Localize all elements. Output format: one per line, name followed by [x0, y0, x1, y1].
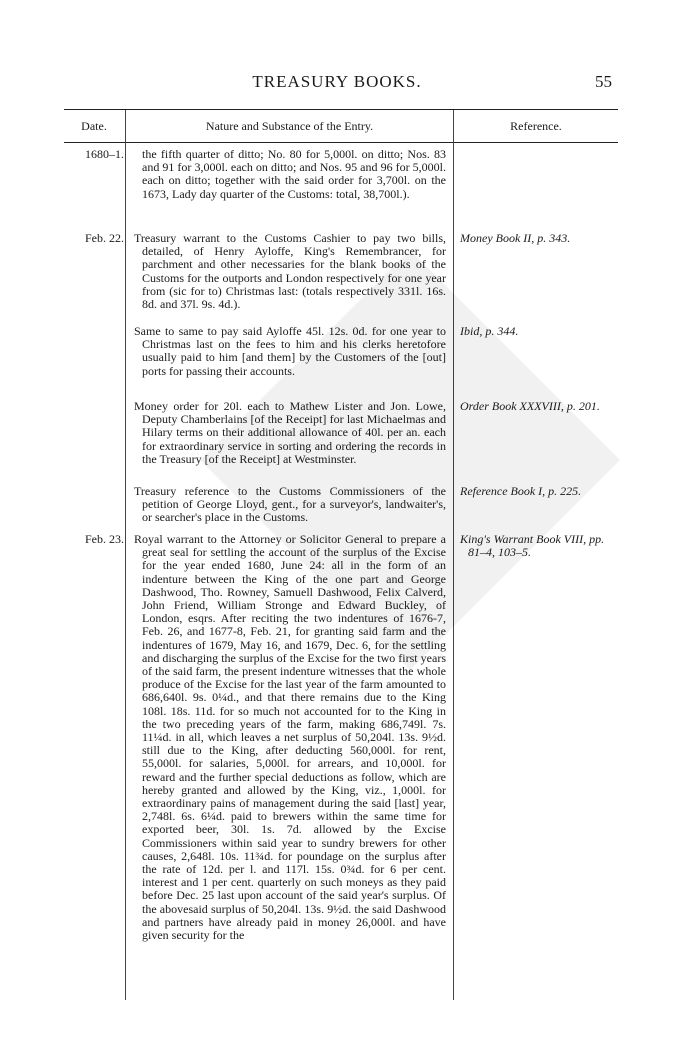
column-divider-right	[453, 110, 454, 1000]
entry-date: Feb. 23.	[85, 532, 124, 546]
entry-text: Money order for 20l. each to Mathew Lister and Jon. Lowe, Deputy Chamberlains [of the Receipt] for last Michaelmas and Hilary terms on their additional allowance of 40l. per an. each for extraordinary service in sorting and ordering the records in the Treasury [of the Receipt] at Westminster.	[134, 399, 446, 466]
entry-reference: Ibid, p. 344.	[460, 324, 519, 338]
entry-reference: Order Book XXXVIII, p. 201.	[460, 399, 600, 413]
column-header-date: Date.	[81, 119, 107, 133]
entry-text: Treasury warrant to the Customs Cashier to pay two bills, detailed, of Henry Ayloffe, King's Remembrancer, for parchment and other necessaries for the blank books of the Customs for the outports and London respectively for one year from (sic for to) Christmas last: (totals respectively 331l. 16s. 8d. and 37l. 9s. 4d.).	[134, 231, 446, 312]
column-divider-left	[125, 110, 126, 1000]
column-header-nature: Nature and Substance of the Entry.	[205, 119, 374, 133]
entry-text: Same to same to pay said Ayloffe 45l. 12s. 0d. for one year to Christmas last on the fees to him and his clerks heretofore usually paid to him [and them] by the Customers of the [out] ports for passing their accounts.	[134, 324, 446, 378]
entry-text: Royal warrant to the Attorney or Solicitor General to prepare a great seal for settling the account of the surplus of the Excise for the year ended 1680, June 24: all in the form of an indenture between the King of the one part and George Dashwood, Tho. Rowney, Samuell Dashwood, Felix Calverd, John Friend, William Stronge and Edward Buckley, of London, esqrs. After reciting the two indentures of 1676-7, Feb. 26, and 1677-8, Feb. 21, for granting said farm and the indentures of 1679, May 16, and 1679, Dec. 6, for the settling and discharging the surplus of the Excise for the two first years of the said farm, the present indenture witnesses that the whole produce of the Excise for the last year of the farm amounted to 686,640l. 9s. 0¼d., and that there remains due to the King 108l. 18s. 11d. for so much not accounted for to the King in the two preceding years of the farm, making 686,749l. 7s. 11¼d. in all, which leaves a net surplus of 50,204l. 13s. 9½d. still due to the King, after deducting 560,000l. for rent, 55,000l. for salaries, 5,000l. for arrears, and 10,000l. for reward and the further special deductions as follow, which are hereby granted and allowed by the King, viz., 1,000l. for extraordinary pains of management during the said [last] year, 2,748l. 6s. 6¼d. paid to brewers within the same time for exported beer, 30l. 1s. 7d. allowed by the Excise Commissioners within said year to sundry brewers for other causes, 2,648l. 10s. 11¾d. for poundage on the surplus after the rate of 12d. per l. and 117l. 15s. 0¾d. for 6 per cent. interest and 1 per cent. quarterly on such moneys as they paid before Dec. 25 last upon account of the said year's surplus. Of the abovesaid surplus of 50,204l. 13s. 9½d. the said Dashwood and partners have already paid in money 26,000l. and have given security for the	[134, 532, 446, 943]
top-rule	[64, 109, 618, 110]
entry-date: 1680–1.	[85, 147, 124, 161]
entry-reference: King's Warrant Book VIII, pp. 81–4, 103–5.	[460, 532, 605, 560]
page-number: 55	[595, 72, 612, 91]
entry-date: Feb. 22.	[85, 231, 124, 245]
header-rule	[64, 142, 618, 143]
running-title: TREASURY BOOKS.	[252, 72, 422, 91]
entry-reference: Reference Book I, p. 225.	[460, 484, 582, 498]
entry-text: Treasury reference to the Customs Commissioners of the petition of George Lloyd, gent., for a surveyor's, landwaiter's, or searcher's place in the Customs.	[134, 484, 446, 525]
column-header-reference: Reference.	[510, 119, 562, 133]
entry-text: the fifth quarter of ditto; No. 80 for 5,000l. on ditto; Nos. 83 and 91 for 3,000l. each on ditto; and Nos. 95 and 96 for 5,000l. each on ditto; together with the said order for 3,700l. on the 1673, Lady day quarter of the Customs: total, 38,700l.).	[142, 147, 446, 201]
entry-reference: Money Book II, p. 343.	[460, 231, 571, 245]
